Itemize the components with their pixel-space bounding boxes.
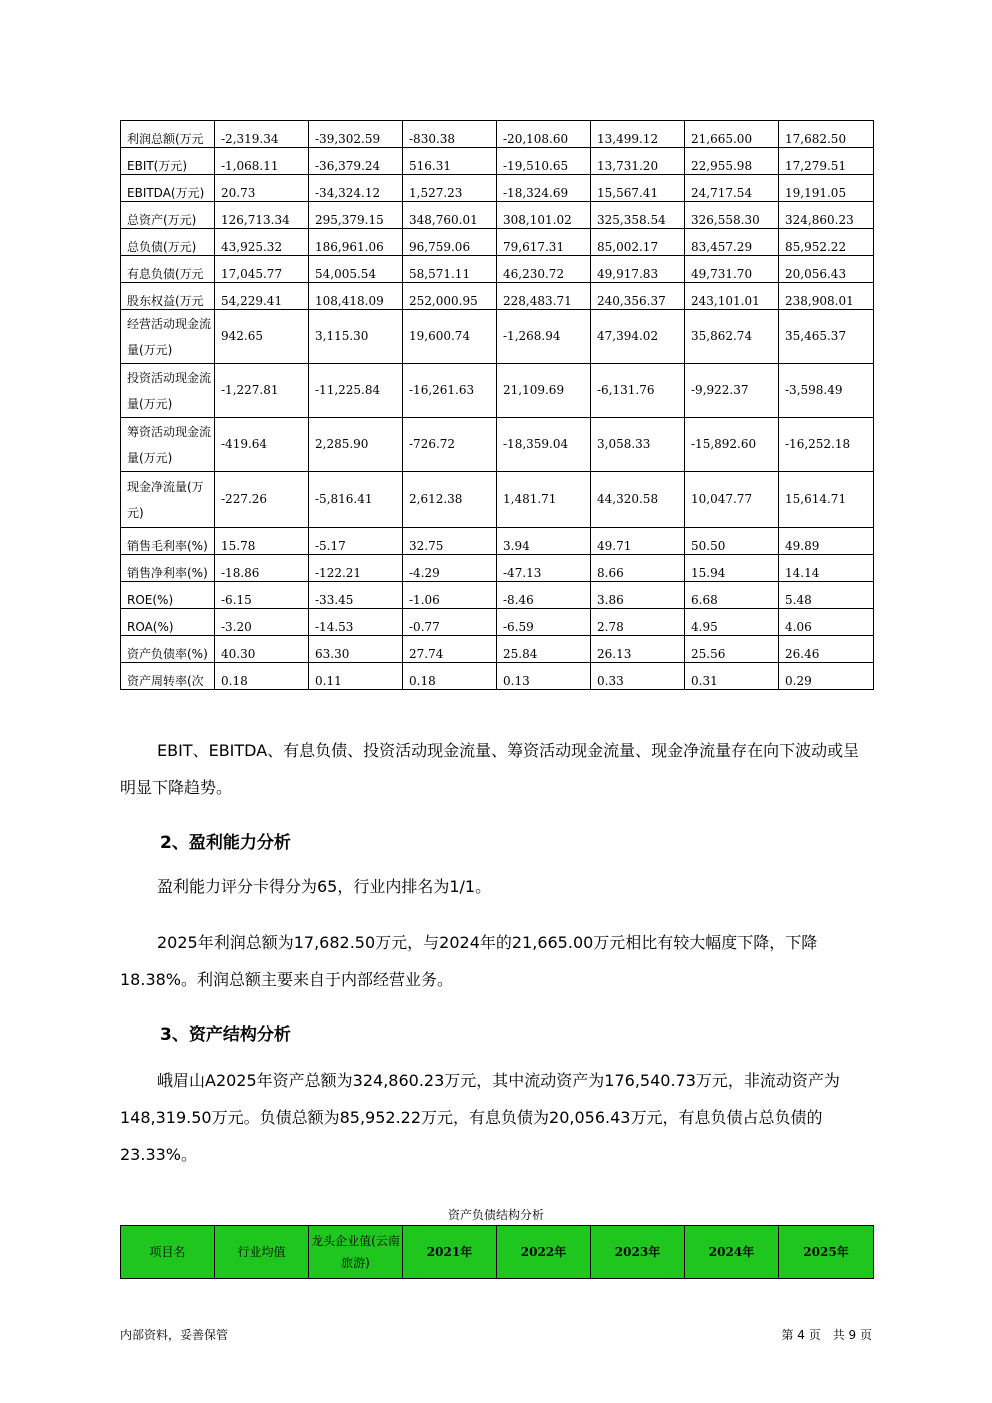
table-row (121, 148, 874, 175)
cell-value: 10,047.77 (685, 472, 779, 528)
cell-value: -726.72 (403, 418, 497, 472)
cell-value: 85,002.17 (591, 229, 685, 256)
cell-value: 0.18 (215, 663, 309, 690)
cell-value: 3.86 (591, 582, 685, 609)
row-label: 总负债(万元) (121, 229, 215, 256)
cell-value: 96,759.06 (403, 229, 497, 256)
footer-page-number: 第 4 页 共 9 页 (781, 1328, 872, 1342)
cell-value: 5.48 (779, 582, 874, 609)
cell-value: 44,320.58 (591, 472, 685, 528)
cell-value: 79,617.31 (497, 229, 591, 256)
cell-value: 516.31 (403, 148, 497, 175)
cell-value: 13,731.20 (591, 148, 685, 175)
cell-value: -1,068.11 (215, 148, 309, 175)
row-label: EBIT(万元) (121, 148, 215, 175)
header-item-name: 项目名 (121, 1226, 215, 1279)
cell-value: -3,598.49 (779, 364, 874, 418)
cell-value: 49.71 (591, 528, 685, 555)
table-row (121, 663, 874, 690)
asset-liability-structure-table (120, 1225, 874, 1279)
header-year-2025: 2025年 (779, 1226, 874, 1279)
row-label: 投资活动现金流量(万元) (121, 364, 215, 418)
cell-value: 15.94 (685, 555, 779, 582)
cell-value: 15,614.71 (779, 472, 874, 528)
paragraph-profit-total: 2025年利润总额为17,682.50万元，与2024年的21,665.00万元相比有较大幅度下降，下降18.38%。利润总额主要来自于内部经营业务。 (120, 933, 818, 989)
table-row (121, 202, 874, 229)
cell-value: 49,917.83 (591, 256, 685, 283)
table-row (121, 364, 874, 418)
cell-value: 83,457.29 (685, 229, 779, 256)
cell-value: 54,005.54 (309, 256, 403, 283)
cell-value: 3,058.33 (591, 418, 685, 472)
cell-value: -1,227.81 (215, 364, 309, 418)
cell-value: -19,510.65 (497, 148, 591, 175)
cell-value: 40.30 (215, 636, 309, 663)
cell-value: 295,379.15 (309, 202, 403, 229)
cell-value: -419.64 (215, 418, 309, 472)
cell-value: -1,268.94 (497, 310, 591, 364)
cell-value: -11,225.84 (309, 364, 403, 418)
cell-value: -3.20 (215, 609, 309, 636)
table-row (121, 472, 874, 528)
cell-value: 1,481.71 (497, 472, 591, 528)
cell-value: -8.46 (497, 582, 591, 609)
cell-value: 21,665.00 (685, 121, 779, 148)
cell-value: -18,359.04 (497, 418, 591, 472)
table-row (121, 636, 874, 663)
table-row (121, 310, 874, 364)
cell-value: 19,191.05 (779, 175, 874, 202)
cell-value: -15,892.60 (685, 418, 779, 472)
cell-value: 21,109.69 (497, 364, 591, 418)
cell-value: 1,527.23 (403, 175, 497, 202)
row-label: ROE(%) (121, 582, 215, 609)
cell-value: 2,285.90 (309, 418, 403, 472)
cell-value: 35,862.74 (685, 310, 779, 364)
cell-value: 348,760.01 (403, 202, 497, 229)
footer-confidential: 内部资料，妥善保管 (120, 1328, 229, 1342)
cell-value: 26.13 (591, 636, 685, 663)
cell-value: 4.06 (779, 609, 874, 636)
cell-value: 54,229.41 (215, 283, 309, 310)
cell-value: 0.11 (309, 663, 403, 690)
table-row (121, 418, 874, 472)
cell-value: 8.66 (591, 555, 685, 582)
heading-asset-structure: 3、资产结构分析 (160, 1025, 291, 1045)
header-year-2023: 2023年 (591, 1226, 685, 1279)
cell-value: 19,600.74 (403, 310, 497, 364)
cell-value: 17,279.51 (779, 148, 874, 175)
cell-value: -5.17 (309, 528, 403, 555)
cell-value: -2,319.34 (215, 121, 309, 148)
cell-value: 58,571.11 (403, 256, 497, 283)
row-label: 有息负债(万元 (121, 256, 215, 283)
table-row (121, 229, 874, 256)
cell-value: 46,230.72 (497, 256, 591, 283)
table-row (121, 582, 874, 609)
cell-value: -34,324.12 (309, 175, 403, 202)
cell-value: -36,379.24 (309, 148, 403, 175)
cell-value: 238,908.01 (779, 283, 874, 310)
cell-value: 35,465.37 (779, 310, 874, 364)
cell-value: 22,955.98 (685, 148, 779, 175)
cell-value: 243,101.01 (685, 283, 779, 310)
row-label: 总资产(万元) (121, 202, 215, 229)
cell-value: 49,731.70 (685, 256, 779, 283)
cell-value: 15,567.41 (591, 175, 685, 202)
cell-value: 17,682.50 (779, 121, 874, 148)
cell-value: 186,961.06 (309, 229, 403, 256)
cell-value: 25.84 (497, 636, 591, 663)
row-label: 销售毛利率(%) (121, 528, 215, 555)
heading-profitability: 2、盈利能力分析 (160, 833, 291, 853)
cell-value: 942.65 (215, 310, 309, 364)
cell-value: -9,922.37 (685, 364, 779, 418)
header-industry-average: 行业均值 (215, 1226, 309, 1279)
cell-value: 0.31 (685, 663, 779, 690)
cell-value: 50.50 (685, 528, 779, 555)
cell-value: 43,925.32 (215, 229, 309, 256)
table-row (121, 609, 874, 636)
cell-value: -16,261.63 (403, 364, 497, 418)
cell-value: 27.74 (403, 636, 497, 663)
cell-value: 324,860.23 (779, 202, 874, 229)
cell-value: -20,108.60 (497, 121, 591, 148)
cell-value: 252,000.95 (403, 283, 497, 310)
paragraph-trend: EBIT、EBITDA、有息负债、投资活动现金流量、筹资活动现金流量、现金净流量存在向下波动或呈明显下降趋势。 (120, 741, 860, 797)
cell-value: -47.13 (497, 555, 591, 582)
row-label: 资产负债率(%) (121, 636, 215, 663)
cell-value: 15.78 (215, 528, 309, 555)
row-label: 利润总额(万元 (121, 121, 215, 148)
table-row (121, 283, 874, 310)
cell-value: 25.56 (685, 636, 779, 663)
cell-value: -1.06 (403, 582, 497, 609)
cell-value: 49.89 (779, 528, 874, 555)
header-leader-value: 龙头企业值(云南旅游) (309, 1226, 403, 1279)
cell-value: -33.45 (309, 582, 403, 609)
cell-value: 326,558.30 (685, 202, 779, 229)
cell-value: 108,418.09 (309, 283, 403, 310)
cell-value: -18.86 (215, 555, 309, 582)
cell-value: 6.68 (685, 582, 779, 609)
cell-value: -0.77 (403, 609, 497, 636)
cell-value: -122.21 (309, 555, 403, 582)
table-row (121, 121, 874, 148)
paragraph-asset-structure: 峨眉山A2025年资产总额为324,860.23万元，其中流动资产为176,540.73万元，非流动资产为148,319.50万元。负债总额为85,952.22万元，有息负债为20,056.43万元，有息负债占总负债的23.33%。 (120, 1071, 840, 1164)
cell-value: -39,302.59 (309, 121, 403, 148)
cell-value: 20,056.43 (779, 256, 874, 283)
cell-value: 13,499.12 (591, 121, 685, 148)
cell-value: 2,612.38 (403, 472, 497, 528)
row-label: EBITDA(万元) (121, 175, 215, 202)
cell-value: 126,713.34 (215, 202, 309, 229)
row-label: 股东权益(万元 (121, 283, 215, 310)
row-label: 筹资活动现金流量(万元) (121, 418, 215, 472)
cell-value: 85,952.22 (779, 229, 874, 256)
cell-value: 17,045.77 (215, 256, 309, 283)
cell-value: 32.75 (403, 528, 497, 555)
cell-value: 24,717.54 (685, 175, 779, 202)
cell-value: -6.59 (497, 609, 591, 636)
cell-value: -227.26 (215, 472, 309, 528)
cell-value: 3,115.30 (309, 310, 403, 364)
table-row (121, 175, 874, 202)
cell-value: -5,816.41 (309, 472, 403, 528)
row-label: 经营活动现金流量(万元) (121, 310, 215, 364)
cell-value: 20.73 (215, 175, 309, 202)
header-year-2022: 2022年 (497, 1226, 591, 1279)
paragraph-profit-score: 盈利能力评分卡得分为65，行业内排名为1/1。 (157, 877, 492, 896)
cell-value: 308,101.02 (497, 202, 591, 229)
cell-value: 2.78 (591, 609, 685, 636)
cell-value: -16,252.18 (779, 418, 874, 472)
cell-value: -4.29 (403, 555, 497, 582)
header-year-2024: 2024年 (685, 1226, 779, 1279)
cell-value: -830.38 (403, 121, 497, 148)
table-row (121, 555, 874, 582)
cell-value: 0.29 (779, 663, 874, 690)
cell-value: -18,324.69 (497, 175, 591, 202)
cell-value: 14.14 (779, 555, 874, 582)
table-row (121, 528, 874, 555)
row-label: ROA(%) (121, 609, 215, 636)
cell-value: 0.18 (403, 663, 497, 690)
cell-value: 26.46 (779, 636, 874, 663)
cell-value: 240,356.37 (591, 283, 685, 310)
cell-value: 0.13 (497, 663, 591, 690)
cell-value: 325,358.54 (591, 202, 685, 229)
row-label: 资产周转率(次 (121, 663, 215, 690)
cell-value: 3.94 (497, 528, 591, 555)
table-caption: 资产负债结构分析 (447, 1208, 544, 1222)
cell-value: -6.15 (215, 582, 309, 609)
cell-value: 228,483.71 (497, 283, 591, 310)
cell-value: -14.53 (309, 609, 403, 636)
cell-value: 4.95 (685, 609, 779, 636)
cell-value: 0.33 (591, 663, 685, 690)
cell-value: 63.30 (309, 636, 403, 663)
row-label: 现金净流量(万元) (121, 472, 215, 528)
header-year-2021: 2021年 (403, 1226, 497, 1279)
table-row (121, 256, 874, 283)
financial-indicators-table (120, 120, 874, 690)
row-label: 销售净利率(%) (121, 555, 215, 582)
cell-value: -6,131.76 (591, 364, 685, 418)
cell-value: 47,394.02 (591, 310, 685, 364)
